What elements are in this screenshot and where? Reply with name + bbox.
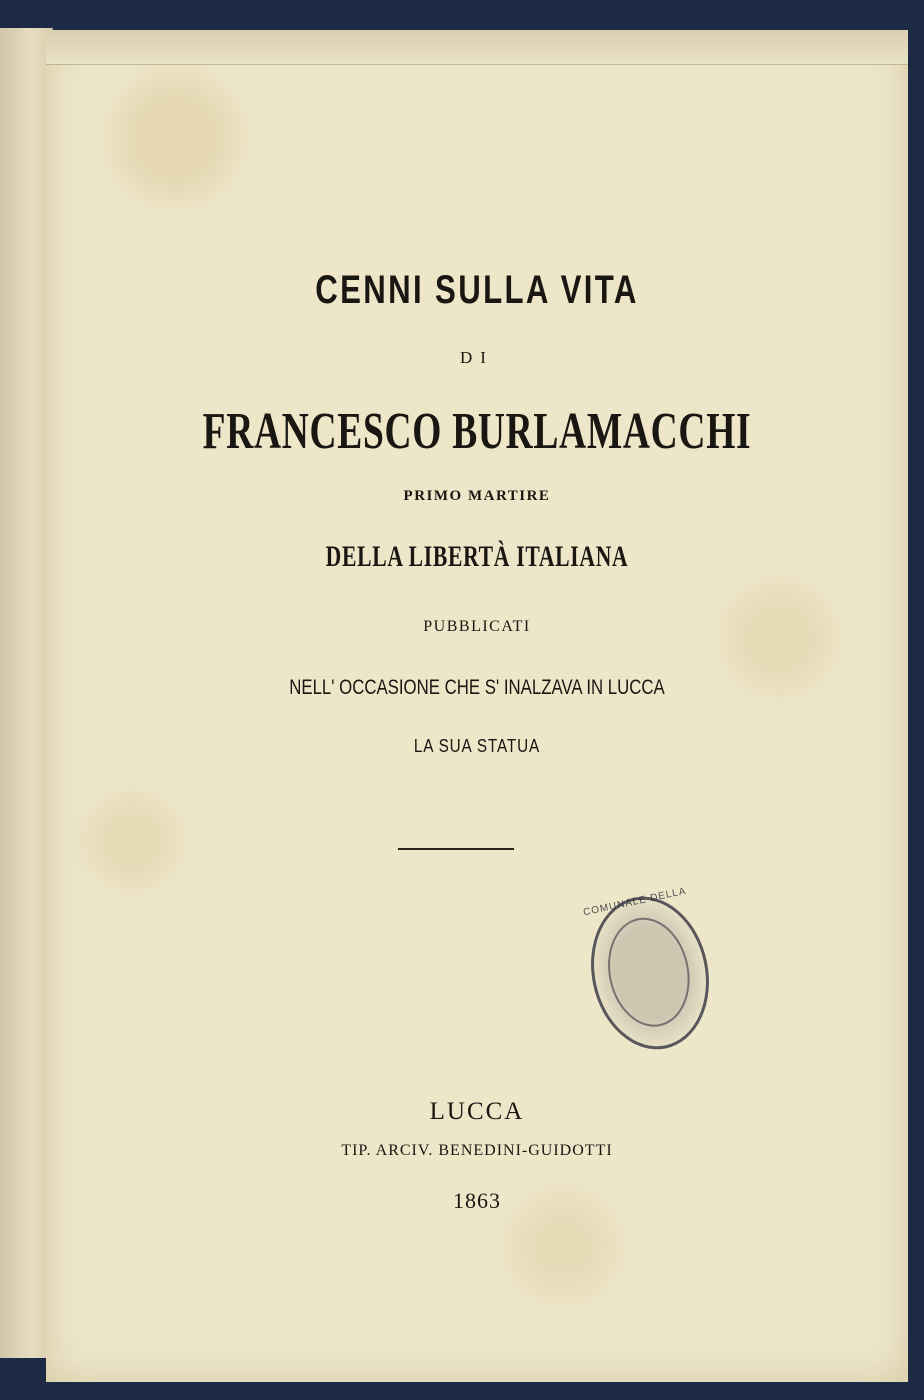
pubblicati-label: PUBBLICATI [423, 618, 531, 635]
imprint-printer: TIP. ARCIV. BENEDINI-GUIDOTTI [341, 1142, 613, 1159]
page-content [46, 30, 908, 1382]
preposition: DI [460, 348, 494, 367]
stamp-text: COMUNALE DELLA [582, 885, 688, 919]
divider-rule [398, 848, 514, 850]
subtitle-liberta: DELLA LIBERTÀ ITALIANA [325, 540, 629, 573]
occasion-line: NELL' OCCASIONE CHE S' INALZAVA IN LUCCA [289, 676, 665, 699]
imprint-city: LUCCA [429, 1098, 525, 1125]
library-stamp [577, 886, 722, 1061]
subtitle-primo-martire: PRIMO MARTIRE [403, 488, 551, 504]
subject-name: FRANCESCO BURLAMACCHI [202, 403, 752, 460]
imprint-year: 1863 [453, 1188, 501, 1213]
title-line: CENNI SULLA VITA [315, 268, 639, 312]
statue-line: LA SUA STATUA [413, 736, 541, 756]
title-page [46, 30, 908, 1382]
stamp-inner-ring [598, 910, 699, 1034]
